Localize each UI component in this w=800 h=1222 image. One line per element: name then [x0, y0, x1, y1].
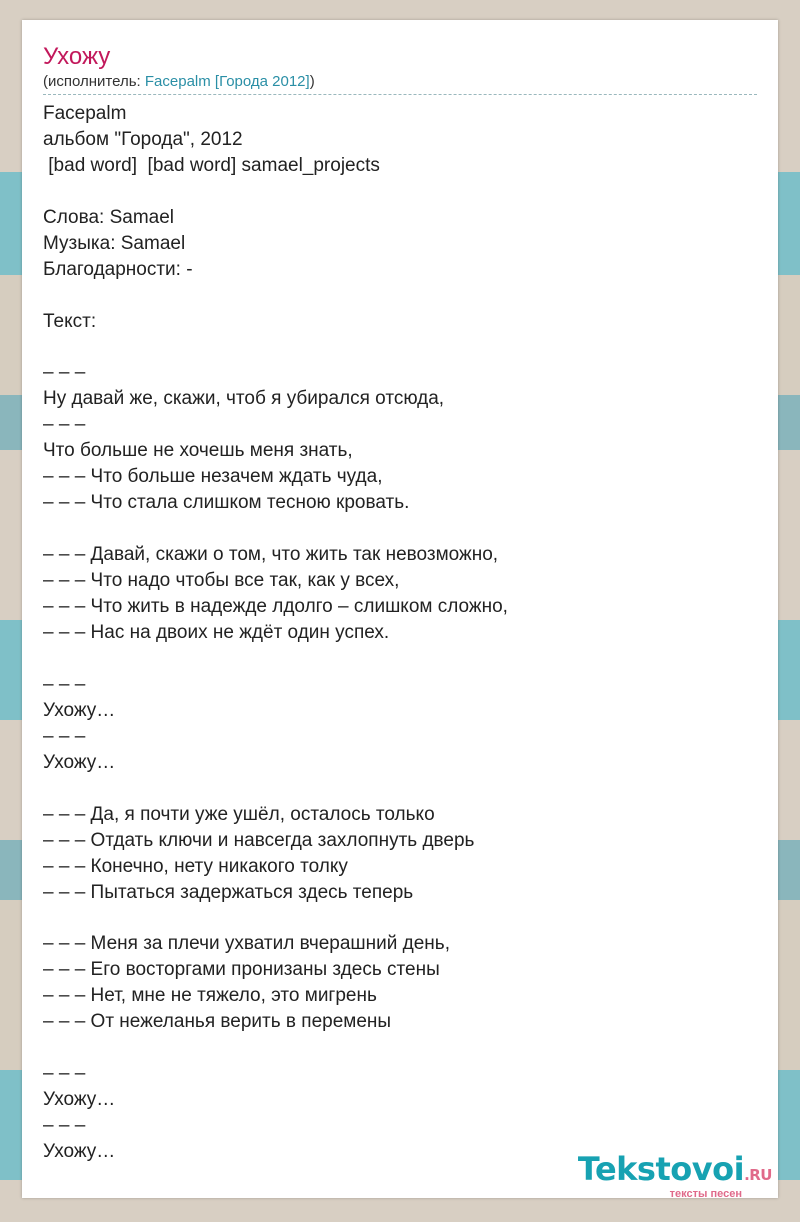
lyric-line: – – –	[43, 1115, 86, 1137]
lyric-line	[43, 905, 757, 931]
lyric-line	[43, 283, 757, 309]
performer-suffix: )	[309, 73, 315, 90]
lyrics-card	[22, 20, 778, 1198]
lyric-line: – – – Давай, скажи о том, что жить так невозможно,	[43, 544, 499, 566]
lyric-line: – – – Меня за плечи ухватил вчерашний день,	[43, 933, 450, 955]
lyric-line: – – –	[43, 1063, 86, 1085]
song-title: Ухожу	[43, 43, 111, 70]
lyric-line: – – – Да, я почти уже ушёл, осталось только	[43, 803, 435, 825]
lyric-line: Ухожу…	[43, 699, 116, 721]
lyric-line: – – –	[43, 725, 86, 747]
lyric-line: Что больше не хочешь меня знать,	[43, 440, 353, 462]
site-logo[interactable]	[578, 1152, 772, 1200]
lyric-line: [bad word] [bad word] samael_projects	[43, 154, 380, 176]
lyric-line: Ну давай же, скажи, чтоб я убирался отсюда,	[43, 388, 445, 410]
lyric-line: альбом "Города", 2012	[43, 128, 243, 150]
lyric-line: – – –	[43, 673, 86, 695]
lyric-line: – – – Конечно, нету никакого толку	[43, 855, 348, 877]
logo-name: Tekstovoi	[577, 1150, 745, 1188]
lyric-line	[43, 516, 757, 542]
lyric-line	[43, 776, 757, 802]
lyric-line: – – – Что стала слишком тесною кровать.	[43, 492, 410, 514]
performer-prefix: (исполнитель:	[43, 73, 145, 90]
logo-tld: .RU	[744, 1166, 772, 1184]
lyric-line: Текст:	[43, 310, 97, 332]
lyric-line: – – – Нас на двоих не ждёт один успех.	[43, 622, 390, 643]
lyric-line: – – – Нет, мне не тяжело, это мигрень	[43, 985, 377, 1007]
lyric-line	[43, 179, 757, 205]
lyric-line: – – –	[43, 414, 86, 436]
lyric-line: – – – Его восторгами пронизаны здесь стены	[43, 959, 440, 981]
lyric-line: – – –	[43, 362, 86, 384]
lyric-line: Ухожу…	[43, 751, 116, 773]
lyric-line: – – – Отдать ключи и навсегда захлопнуть дверь	[43, 829, 475, 851]
performer-link[interactable]: Facepalm [Города 2012]	[144, 73, 310, 90]
lyric-line: – – – Что жить в надежде лдолго – слишком сложно,	[43, 596, 508, 618]
performer-line	[43, 72, 757, 95]
lyric-line	[43, 1035, 757, 1061]
logo-tagline: тексты песен	[669, 1188, 742, 1200]
lyric-line: Слова: Samael	[43, 206, 175, 228]
lyric-line	[43, 335, 757, 361]
lyric-line: Ухожу…	[43, 1089, 116, 1111]
logo-wordmark	[578, 1152, 772, 1192]
lyric-line: – – – Пытаться задержаться здесь теперь	[43, 881, 414, 903]
lyric-line: Facepalm	[43, 103, 127, 124]
lyric-line	[43, 646, 757, 672]
lyric-line: Благодарности: -	[43, 258, 193, 280]
lyric-line: – – – Что надо чтобы все так, как у всех,	[43, 570, 400, 592]
lyric-line: – – – От нежеланья верить в перемены	[43, 1011, 392, 1033]
lyric-line: Музыка: Samael	[43, 232, 186, 254]
lyric-line: – – – Что больше незачем ждать чуда,	[43, 466, 383, 488]
lyric-line: Ухожу…	[43, 1141, 116, 1162]
lyrics-text	[43, 101, 757, 1165]
